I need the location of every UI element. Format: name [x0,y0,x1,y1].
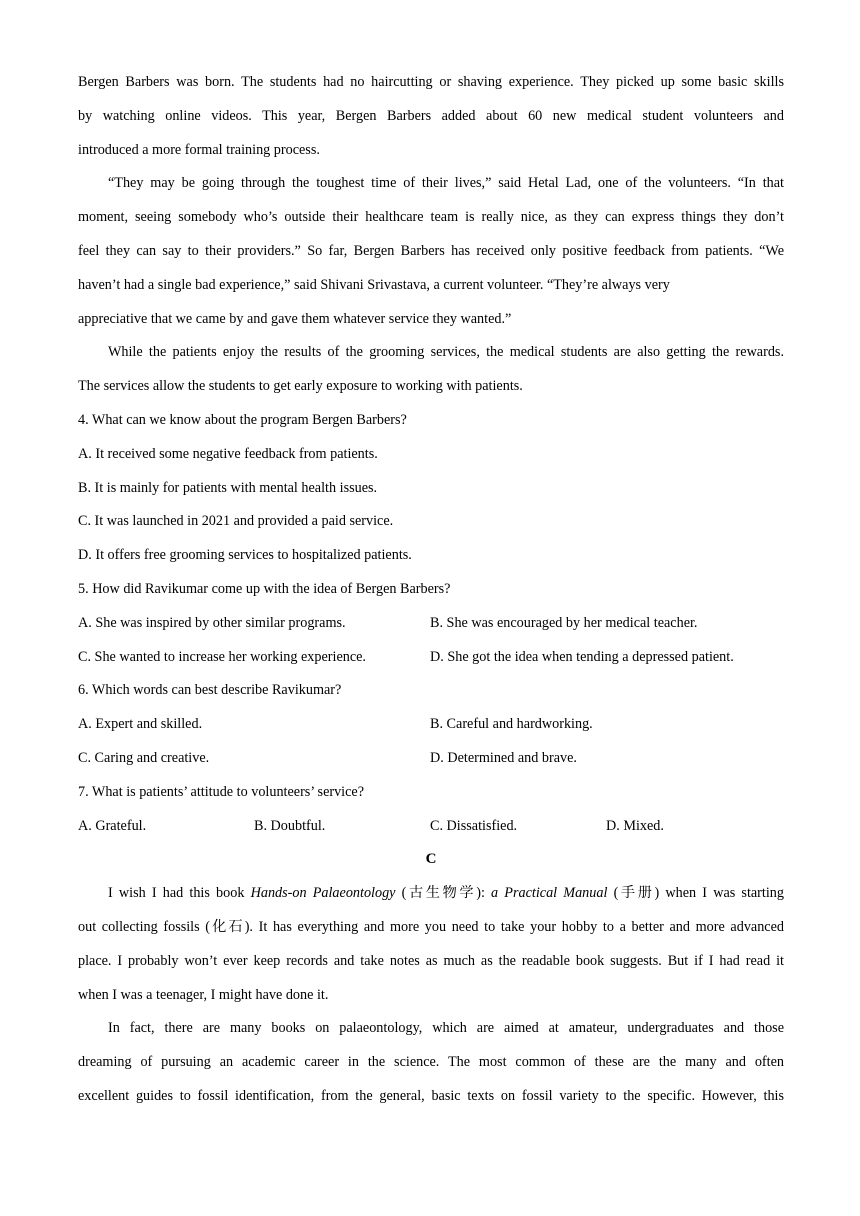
text-line: out collecting fossils (化石). It has everything and more you need to take your hobby to a better and more advanced [78,918,784,935]
text-line: moment, seeing somebody who’s outside their healthcare team is really nice, as they can express things they don’t [78,209,784,226]
text-line: introduced a more formal training process. [78,141,320,158]
option-d: D. She got the idea when tending a depressed patient. [430,648,734,665]
passage-b-paragraph-3 [78,336,784,404]
option-c: C. She wanted to increase her working experience. [78,648,366,665]
question-5 [78,573,784,674]
text-line: While the patients enjoy the results of the grooming services, the medical students are also getting the rewards. [108,344,784,361]
option-a: A. Expert and skilled. [78,716,203,733]
text-line: Bergen Barbers was born. The students had no haircutting or shaving experience. They picked up some basic skills [78,74,784,90]
option-b: B. Careful and hardworking. [430,716,593,733]
passage-b-paragraph-1 [78,66,784,167]
question-stem: 5. How did Ravikumar come up with the idea of Bergen Barbers? [78,580,451,597]
option-d: D. It offers free grooming services to hospitalized patients. [78,547,412,564]
option-b: B. It is mainly for patients with mental health issues. [78,479,378,496]
text-line: appreciative that we came by and gave them whatever service they wanted.” [78,310,512,327]
option-a: A. She was inspired by other similar programs. [78,614,346,631]
passage-c-paragraph-2 [78,1012,784,1113]
text-line: dreaming of pursuing an academic career in the science. The most common of these are the many and often [78,1054,784,1071]
question-stem: 6. Which words can best describe Ravikumar? [78,682,342,699]
text-line [78,877,784,911]
text-line: excellent guides to fossil identification, from the general, basic texts on fossil variety to the specific. However, this [78,1087,784,1104]
text-line: The services allow the students to get early exposure to working with patients. [78,378,523,395]
book-title: Hands-on Palaeontology [250,885,396,902]
text-line: feel they can say to their providers.” So far, Bergen Barbers has received only positive feedback from patients. “We [78,242,784,259]
option-a: A. Grateful. [78,817,147,834]
text-line: haven’t had a single bad experience,” said Shivani Srivastava, a current volunteer. “They’re always very [78,276,670,293]
question-stem: 7. What is patients’ attitude to volunteers’ service? [78,783,365,800]
question-stem: 4. What can we know about the program Bergen Barbers? [78,411,407,428]
option-d: D. Determined and brave. [430,749,577,766]
question-4 [78,404,784,573]
document-page [78,66,784,1114]
option-d: D. Mixed. [606,817,664,834]
text-line: when I was a teenager, I might have done it. [78,986,329,1003]
text-segment: I wish I had this book [108,885,251,902]
text-line: In fact, there are many books on palaeontology, which are aimed at amateur, undergraduates and those [108,1020,784,1037]
option-c: C. It was launched in 2021 and provided a paid service. [78,513,394,530]
option-a: A. It received some negative feedback from patients. [78,445,378,462]
option-b: B. She was encouraged by her medical teacher. [430,614,698,631]
text-line: “They may be going through the toughest time of their lives,” said Hetal Lad, one of the volunteers. “In that [108,175,784,192]
option-c: C. Caring and creative. [78,749,210,766]
option-c: C. Dissatisfied. [430,817,518,834]
text-segment: (手册) when I was starting [607,885,784,902]
question-7 [78,776,784,844]
option-b: B. Doubtful. [254,817,326,834]
passage-b-paragraph-2 [78,167,784,336]
section-heading: C [425,851,437,868]
book-subtitle: a Practical Manual [491,885,608,902]
passage-c-paragraph-1 [78,877,784,1012]
text-segment: (古生物学): [395,885,492,902]
text-line: place. I probably won’t ever keep records and take notes as much as the readable book suggests. But if I had read it [78,952,784,969]
text-line: by watching online videos. This year, Bergen Barbers added about 60 new medical student volunteers and [78,107,784,124]
question-6 [78,674,784,775]
